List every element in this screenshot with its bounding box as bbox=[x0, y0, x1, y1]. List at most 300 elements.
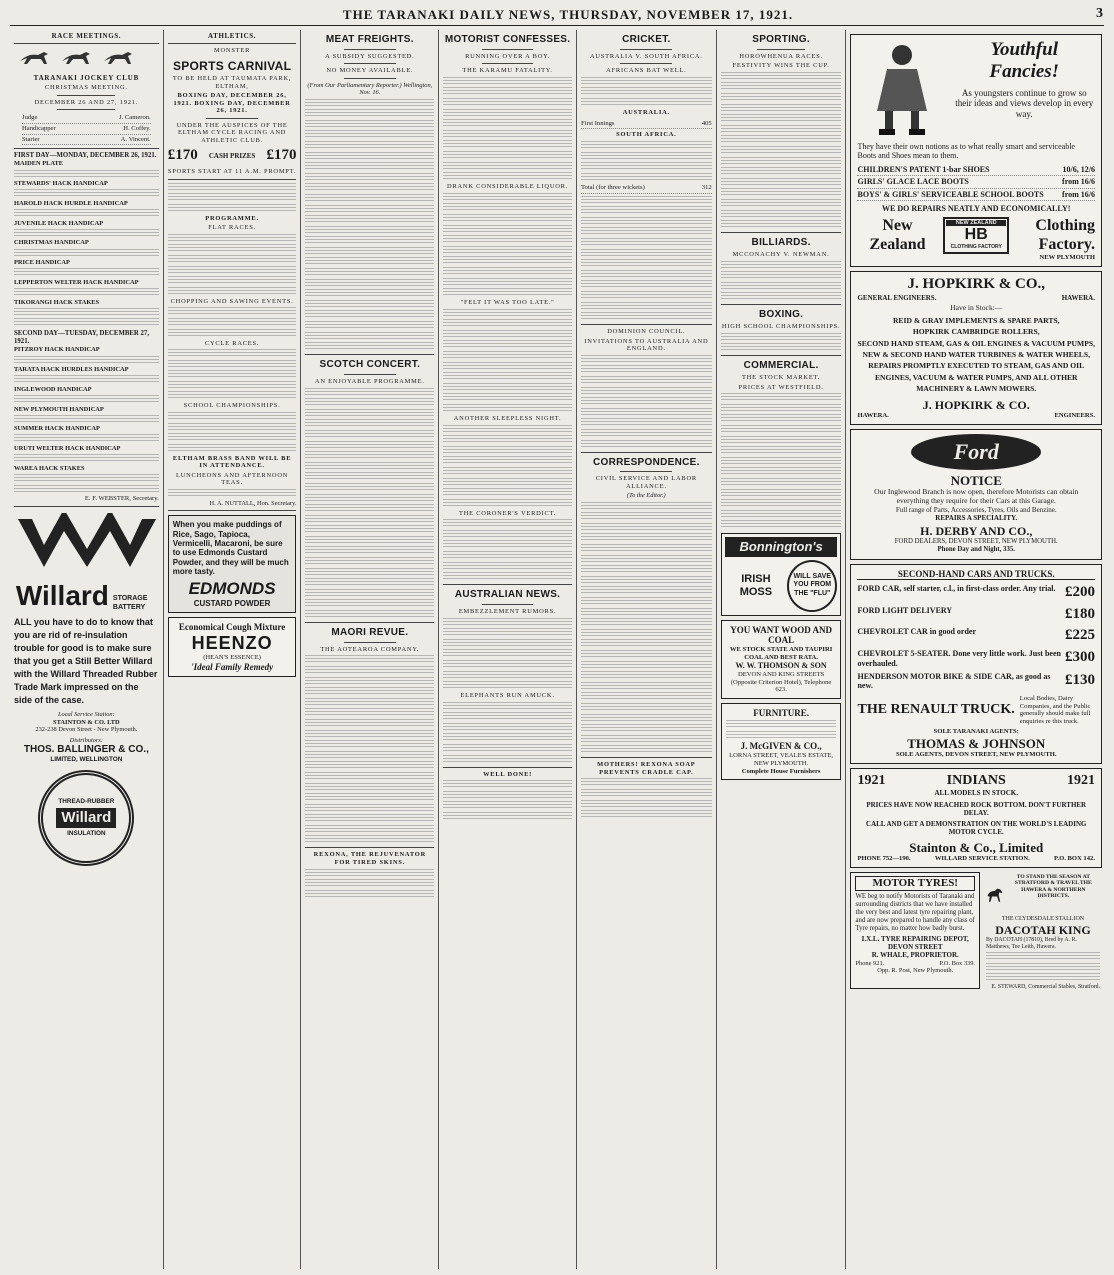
body-text-lines bbox=[443, 723, 572, 732]
indians-advert bbox=[850, 768, 1102, 868]
body-text-lines bbox=[581, 173, 712, 182]
officials-list bbox=[22, 113, 151, 145]
bottom-ads-row bbox=[850, 872, 1102, 993]
body-text-lines bbox=[443, 660, 572, 669]
body-text-lines bbox=[168, 255, 297, 264]
edmonds-copy: When you make puddings of Rice, Sago, Tapioca, Vermicelli, Macaroni, be sure to use Edmonds Custard Powder, and they will be much more tasty. bbox=[172, 520, 289, 577]
car-desc: CHEVROLET CAR in good order bbox=[857, 627, 977, 637]
sports-pre: MONSTER bbox=[214, 47, 251, 55]
body-text-lines bbox=[581, 523, 712, 532]
body-text-lines bbox=[443, 733, 572, 742]
hopkirk-line: HOPKIRK CAMBRIDGE ROLLERS, bbox=[912, 327, 1040, 337]
innings-score: 405 bbox=[701, 119, 712, 127]
body-text-lines bbox=[721, 261, 842, 270]
horse-race-icon bbox=[14, 47, 160, 69]
body-text-lines bbox=[721, 167, 842, 176]
divider bbox=[443, 584, 572, 585]
shoe-price-row bbox=[857, 164, 1095, 176]
body-text-lines bbox=[721, 520, 842, 529]
body-text-lines bbox=[305, 698, 434, 707]
body-text-lines bbox=[14, 474, 159, 483]
coal-address: DEVON AND KING STREETS (Opposite Criterion Hotel), Telephone 623. bbox=[730, 670, 832, 694]
divider bbox=[344, 374, 396, 375]
motorist-subhead: THE CORONER'S VERDICT. bbox=[459, 509, 557, 517]
willard-copy: ALL you have to do to know that you are rid of re-insulation trouble for good is to make sure that you get a Still Better Willard with the Willard Threaded Rubber Trade Mark impressed on the side of the case. bbox=[14, 616, 158, 706]
body-text-lines bbox=[443, 340, 572, 349]
shoe-item: CHILDREN'S PATENT 1-bar SHOES bbox=[857, 164, 990, 174]
body-text-lines bbox=[581, 98, 712, 107]
commercial-subhead: PRICES AT WESTFIELD. bbox=[738, 383, 824, 391]
body-text-lines bbox=[168, 276, 297, 285]
body-text-lines bbox=[721, 199, 842, 208]
car-row bbox=[857, 670, 1095, 693]
meeting-name: CHRISTMAS MEETING. bbox=[44, 84, 128, 92]
body-text-lines bbox=[721, 178, 842, 187]
body-text-lines bbox=[443, 780, 572, 789]
body-text-lines bbox=[305, 183, 434, 192]
edmonds-logotype: EDMONDS bbox=[188, 578, 276, 598]
body-text-lines bbox=[168, 244, 297, 253]
stallion-pedigree: By DACOTAH (17810), Bred by A. R. Matthews, Tee Leith, Hawera. bbox=[986, 936, 1077, 950]
programme-heading: PROGRAMME. bbox=[205, 214, 259, 222]
race-entry bbox=[14, 425, 159, 443]
willard-logotype: Willard bbox=[15, 579, 109, 611]
body-text-lines bbox=[443, 383, 572, 392]
body-text-lines bbox=[305, 751, 434, 760]
hopkirk-footer-town: HAWERA. bbox=[857, 411, 889, 419]
meat-freights-subhead: A SUBSIDY SUGGESTED. bbox=[325, 52, 415, 60]
divider bbox=[57, 95, 115, 96]
body-text-lines bbox=[581, 355, 712, 364]
race-entry bbox=[14, 465, 159, 494]
hb-badge-mid: HB bbox=[964, 226, 988, 244]
body-text-lines bbox=[721, 393, 842, 402]
boxing-heading: BOXING. bbox=[758, 309, 804, 321]
hopkirk-line: REID & GRAY IMPLEMENTS & SPARE PARTS, bbox=[892, 315, 1060, 325]
motorist-subhead: "FELT IT WAS TOO LATE." bbox=[460, 299, 555, 307]
body-text-lines bbox=[305, 279, 434, 288]
ford-body: Our Inglewood Branch is now open, therefore Motorists can obtain everything they require for their Cars at this Garage. bbox=[874, 486, 1079, 505]
body-text-lines bbox=[986, 973, 1100, 982]
divider bbox=[344, 63, 396, 64]
heenzo-tag: 'Ideal Family Remedy bbox=[191, 661, 274, 672]
divider bbox=[344, 49, 396, 50]
shoe-price: 10/6, 12/6 bbox=[1062, 164, 1095, 174]
renault-row bbox=[857, 695, 1095, 726]
race-entry bbox=[14, 346, 159, 364]
billiards-heading: BILLIARDS. bbox=[751, 237, 811, 249]
sports-secretary: H. A. NUTTALL, Hon. Secretary. bbox=[209, 499, 297, 507]
tyres-depot: I.X.L. TYRE REPAIRING DEPOT, bbox=[861, 934, 969, 943]
body-text-lines bbox=[305, 310, 434, 319]
youthful-right-word: Clothing Factory. bbox=[1035, 216, 1095, 253]
body-text-lines bbox=[581, 800, 712, 809]
sports-start: SPORTS START AT 11 A.M. PROMPT. bbox=[167, 168, 297, 176]
tyres-phone: Phone 921. bbox=[855, 959, 885, 967]
body-text-lines bbox=[305, 462, 434, 471]
cricket-article bbox=[581, 77, 712, 107]
body-text-lines bbox=[721, 114, 842, 123]
body-text-lines bbox=[443, 140, 572, 149]
body-text-lines bbox=[305, 578, 434, 587]
body-text-lines bbox=[581, 238, 712, 247]
correspondence-subhead: CIVIL SERVICE AND LABOR ALLIANCE. bbox=[595, 475, 697, 490]
renault-note: Local Bodies, Dairy Companies, and the Public generally should make full enquiries re this truck. bbox=[1019, 694, 1091, 726]
body-text-lines bbox=[581, 735, 712, 744]
masthead-title: THE TARANAKI DAILY NEWS, THURSDAY, NOVEMBER 17, 1921. bbox=[342, 6, 794, 22]
body-text-lines bbox=[305, 152, 434, 161]
body-text-lines bbox=[726, 731, 837, 740]
maori-revue-heading: MAORI REVUE. bbox=[331, 627, 409, 639]
body-text-lines bbox=[168, 318, 297, 327]
body-text-lines bbox=[721, 467, 842, 476]
band-notice: ELTHAM BRASS BAND WILL BE IN ATTENDANCE. bbox=[172, 454, 292, 470]
column-meat-freights bbox=[301, 30, 439, 1269]
body-text-lines bbox=[721, 282, 842, 291]
willard-advert bbox=[14, 513, 159, 866]
body-text-lines bbox=[721, 104, 842, 113]
heenzo-logotype: HEENZO bbox=[191, 632, 273, 653]
body-text-lines bbox=[305, 677, 434, 686]
body-text-lines bbox=[443, 435, 572, 444]
body-text-lines bbox=[305, 419, 434, 428]
body-text-lines bbox=[721, 425, 842, 434]
flat-races-list bbox=[168, 234, 297, 296]
body-text-lines bbox=[305, 708, 434, 717]
body-text-lines bbox=[168, 412, 297, 421]
furniture-address: LORNA STREET, VEALE'S ESTATE, NEW PLYMOUTH. bbox=[729, 752, 834, 767]
youthful-town: NEW PLYMOUTH bbox=[1039, 254, 1095, 262]
body-text-lines bbox=[305, 141, 434, 150]
motorist-article bbox=[443, 519, 572, 581]
race-name: SUMMER HACK HANDICAP bbox=[14, 425, 100, 433]
indians-year: 1921 bbox=[857, 772, 886, 788]
chopping-list bbox=[168, 307, 297, 337]
body-text-lines bbox=[581, 217, 712, 226]
hb-badge bbox=[943, 217, 1009, 254]
body-text-lines bbox=[305, 398, 434, 407]
divider bbox=[206, 118, 258, 119]
furniture-tag: Complete House Furnishers bbox=[741, 767, 821, 775]
page-number: 3 bbox=[1096, 6, 1104, 22]
section-heading: SCHOOL CHAMPIONSHIPS. bbox=[183, 402, 281, 410]
race-entry bbox=[14, 406, 159, 424]
body-text-lines bbox=[305, 130, 434, 139]
body-text-lines bbox=[305, 215, 434, 224]
sports-auspices: UNDER THE AUSPICES OF THE ELTHAM CYCLE RACING AND ATHLETIC CLUB. bbox=[176, 121, 288, 144]
body-text-lines bbox=[305, 814, 434, 823]
total-score: 312 bbox=[701, 184, 712, 192]
tyres-owner: R. WHALE, PROPRIETOR. bbox=[871, 951, 959, 960]
hopkirk-line: NEW & SECOND HAND WATER TURBINES & WATER WHEELS, bbox=[862, 350, 1090, 360]
willard-seal bbox=[38, 770, 134, 866]
body-text-lines bbox=[305, 568, 434, 577]
body-text-lines bbox=[305, 430, 434, 439]
body-text-lines bbox=[443, 702, 572, 711]
body-text-lines bbox=[581, 259, 712, 268]
dominion-council-article bbox=[581, 355, 712, 449]
youthful-top bbox=[857, 39, 1095, 139]
body-text-lines bbox=[443, 519, 572, 528]
body-text-lines bbox=[305, 494, 434, 503]
body-text-lines bbox=[443, 235, 572, 244]
body-text-lines bbox=[721, 220, 842, 229]
bonnington-logotype: Bonnington's bbox=[725, 537, 838, 556]
body-text-lines bbox=[305, 205, 434, 214]
body-text-lines bbox=[443, 351, 572, 360]
race-entry bbox=[14, 160, 159, 178]
body-text-lines bbox=[443, 119, 572, 128]
official-name: J. Cameron. bbox=[119, 114, 151, 122]
youthful-title: Youthful Fancies! bbox=[989, 39, 1060, 83]
body-text-lines bbox=[305, 173, 434, 182]
motorist-subhead: DRANK CONSIDERABLE LIQUOR. bbox=[447, 183, 569, 191]
body-text-lines bbox=[305, 599, 434, 608]
divider bbox=[14, 506, 159, 507]
body-text-lines bbox=[305, 321, 434, 330]
divider bbox=[757, 49, 805, 50]
column-athletics bbox=[164, 30, 302, 1269]
day-two-heading: SECOND DAY—TUESDAY, DECEMBER 27, 1921. bbox=[14, 330, 150, 346]
body-text-lines bbox=[443, 98, 572, 107]
maori-revue-subhead: THE AOTEAROA COMPANY. bbox=[320, 645, 420, 653]
body-text-lines bbox=[305, 793, 434, 802]
body-text-lines bbox=[14, 415, 159, 424]
day-one-races bbox=[14, 160, 159, 327]
willard-dist-town: LIMITED, WELLINGTON bbox=[50, 756, 123, 764]
coal-advert bbox=[721, 620, 842, 699]
edmonds-advert bbox=[168, 515, 297, 613]
column-motorist bbox=[439, 30, 577, 1269]
body-text-lines bbox=[443, 649, 572, 658]
stallion-advert bbox=[984, 872, 1102, 993]
body-text-lines bbox=[443, 214, 572, 223]
body-text-lines bbox=[305, 761, 434, 770]
tyres-box: P.O. Box 339. bbox=[939, 959, 975, 967]
lunch-notice: LUNCHEONS AND AFTERNOON TEAS. bbox=[176, 471, 289, 487]
race-name: HAROLD HACK HURDLE HANDICAP bbox=[14, 199, 128, 207]
body-text-lines bbox=[305, 257, 434, 266]
body-text-lines bbox=[305, 557, 434, 566]
hopkirk-sub: GENERAL ENGINEERS. bbox=[857, 293, 937, 302]
car-row bbox=[857, 582, 1095, 604]
body-text-lines bbox=[305, 869, 434, 878]
official-row bbox=[22, 113, 151, 124]
seal-mid-text: Willard bbox=[56, 808, 116, 828]
shoe-price-row bbox=[857, 189, 1095, 201]
stallion-name: DACOTAH KING bbox=[995, 922, 1091, 937]
body-text-lines bbox=[305, 342, 434, 351]
body-text-lines bbox=[581, 608, 712, 617]
motorist-article bbox=[443, 77, 572, 181]
body-text-lines bbox=[305, 388, 434, 397]
body-text-lines bbox=[581, 270, 712, 279]
body-text-lines bbox=[581, 597, 712, 606]
race-name: LEPPERTON WELTER HACK HANDICAP bbox=[14, 278, 139, 286]
body-text-lines bbox=[721, 82, 842, 91]
kicker-athletics: ATHLETICS. bbox=[208, 32, 257, 40]
motor-tyres-advert bbox=[850, 872, 980, 989]
divider bbox=[482, 604, 534, 605]
bonnington-body bbox=[725, 560, 838, 612]
body-text-lines bbox=[305, 730, 434, 739]
body-text-lines bbox=[168, 193, 297, 202]
race-entry bbox=[14, 259, 159, 277]
body-text-lines bbox=[14, 375, 159, 384]
body-text-lines bbox=[721, 210, 842, 219]
body-text-lines bbox=[581, 387, 712, 396]
correspondence-article bbox=[581, 502, 712, 755]
indians-title: INDIANS bbox=[946, 772, 1006, 788]
race-name: NEW PLYMOUTH HANDICAP bbox=[14, 405, 104, 413]
body-text-lines bbox=[581, 576, 712, 585]
tyres-heading: MOTOR TYRES! bbox=[855, 876, 975, 891]
race-entry bbox=[14, 445, 159, 463]
rexona-soap-article bbox=[581, 778, 712, 819]
horse-icon bbox=[986, 874, 1005, 916]
masthead bbox=[10, 4, 1104, 26]
body-text-lines bbox=[443, 456, 572, 465]
body-text-lines bbox=[581, 714, 712, 723]
indians-sub: ALL MODELS IN STOCK. bbox=[934, 789, 1018, 798]
kicker-race-meetings: RACE MEETINGS. bbox=[51, 32, 122, 40]
body-text-lines bbox=[305, 515, 434, 524]
team-name: AUSTRALIA. bbox=[622, 109, 670, 117]
body-text-lines bbox=[14, 189, 159, 198]
dominion-council-heading: DOMINION COUNCIL. bbox=[607, 328, 686, 336]
body-text-lines bbox=[168, 266, 297, 275]
ford-dealer: H. DERBY AND CO., bbox=[920, 524, 1033, 539]
body-text-lines bbox=[721, 457, 842, 466]
divider bbox=[482, 63, 534, 64]
hopkirk-town: HAWERA. bbox=[1061, 293, 1095, 302]
well-done-article bbox=[443, 780, 572, 821]
body-text-lines bbox=[581, 77, 712, 86]
divider bbox=[721, 232, 842, 233]
body-text-lines bbox=[168, 444, 297, 453]
divider bbox=[168, 510, 297, 511]
furniture-advert bbox=[721, 703, 842, 780]
well-done-heading: WELL DONE! bbox=[483, 770, 533, 778]
hopkirk-subline bbox=[857, 294, 1095, 302]
body-text-lines bbox=[443, 278, 572, 287]
body-text-lines bbox=[443, 393, 572, 402]
section-heading: FLAT RACES. bbox=[208, 224, 256, 232]
body-text-lines bbox=[14, 308, 159, 317]
body-text-lines bbox=[581, 162, 712, 171]
divider bbox=[344, 642, 396, 643]
body-text-lines bbox=[168, 287, 297, 296]
body-text-lines bbox=[443, 404, 572, 413]
body-text-lines bbox=[305, 687, 434, 696]
divider bbox=[620, 49, 672, 50]
body-text-lines bbox=[986, 952, 1100, 961]
body-text-lines bbox=[443, 319, 572, 328]
body-text-lines bbox=[986, 963, 1100, 972]
stallion-copy bbox=[986, 952, 1100, 982]
body-text-lines bbox=[581, 196, 712, 205]
body-text-lines bbox=[581, 291, 712, 300]
shoe-price: from 16/6 bbox=[1062, 189, 1095, 199]
indians-year: 1921 bbox=[1066, 772, 1095, 788]
hopkirk-advert bbox=[850, 271, 1102, 424]
cricket-article bbox=[581, 196, 712, 322]
team-name: SOUTH AFRICA. bbox=[616, 131, 677, 139]
body-text-lines bbox=[581, 533, 712, 542]
body-text-lines bbox=[443, 628, 572, 637]
youthful-heading-block bbox=[953, 39, 1095, 139]
official-name: A. Vincent. bbox=[120, 135, 151, 143]
car-row bbox=[857, 647, 1095, 670]
body-text-lines bbox=[721, 333, 842, 342]
body-text-lines bbox=[721, 489, 842, 498]
hopkirk-footer-name: J. HOPKIRK & CO. bbox=[922, 397, 1030, 412]
divider bbox=[344, 78, 396, 79]
coal-line: WE STOCK STATE AND TAUPIRI COAL AND BEST RATA. bbox=[729, 645, 833, 661]
indians-header bbox=[857, 773, 1095, 790]
body-text-lines bbox=[443, 162, 572, 171]
indians-footer bbox=[857, 855, 1095, 863]
agents-label: SOLE TARANAKI AGENTS: bbox=[933, 727, 1019, 735]
cricket-subhead: AUSTRALIA V. SOUTH AFRICA. bbox=[589, 52, 703, 60]
body-text-lines bbox=[305, 441, 434, 450]
body-text-lines bbox=[305, 300, 434, 309]
race-name: JUVENILE HACK HANDICAP bbox=[14, 219, 104, 227]
motorist-subhead: THE KARAMU FATALITY. bbox=[462, 67, 553, 75]
race-name: INGLEWOOD HANDICAP bbox=[14, 385, 92, 393]
body-text-lines bbox=[581, 724, 712, 733]
body-text-lines bbox=[721, 157, 842, 166]
meat-freights-heading: MEAT FREIGHTS. bbox=[325, 34, 414, 45]
body-text-lines bbox=[581, 302, 712, 311]
divider bbox=[305, 622, 434, 623]
car-price: £225 bbox=[1065, 627, 1095, 644]
hopkirk-line: SECOND HAND STEAM, GAS & OIL ENGINES & VACUUM PUMPS, bbox=[857, 338, 1095, 348]
body-text-lines bbox=[581, 565, 712, 574]
willard-distributor: THOS. BALLINGER & CO., bbox=[23, 744, 149, 756]
official-row bbox=[22, 124, 151, 135]
furniture-copy bbox=[726, 720, 837, 740]
innings-label: First Innings bbox=[580, 119, 615, 127]
secretary-signature: E. F. WEBSTER, Secretary. bbox=[84, 495, 159, 503]
body-text-lines bbox=[305, 194, 434, 203]
divider bbox=[168, 43, 297, 44]
heenzo-advert bbox=[168, 617, 297, 677]
body-text-lines bbox=[581, 365, 712, 374]
body-text-lines bbox=[581, 418, 712, 427]
official-role: Judge bbox=[22, 114, 38, 122]
body-text-lines bbox=[168, 381, 297, 390]
youthful-repairs: WE DO REPAIRS NEATLY AND ECONOMICALLY! bbox=[882, 204, 1071, 214]
ford-repairs: REPAIRS A SPECIALITY. bbox=[935, 514, 1018, 523]
indians-line: PRICES HAVE NOW REACHED ROCK BOTTOM. DON'T FURTHER DELAY. bbox=[866, 800, 1087, 817]
body-text-lines bbox=[443, 372, 572, 381]
motorist-article bbox=[443, 425, 572, 508]
willard-brand bbox=[14, 579, 159, 612]
indians-station: WILLARD SERVICE STATION. bbox=[934, 854, 1030, 862]
divider bbox=[168, 179, 297, 180]
motorist-subhead: RUNNING OVER A BOY. bbox=[465, 52, 551, 60]
divider bbox=[620, 63, 672, 64]
race-name: URUTI WELTER HACK HANDICAP bbox=[14, 445, 121, 453]
official-row bbox=[22, 135, 151, 146]
body-text-lines bbox=[581, 778, 712, 787]
race-entry bbox=[14, 220, 159, 238]
body-text-lines bbox=[305, 289, 434, 298]
stallion-breed: THE CLYDESDALE STALLION bbox=[1001, 915, 1085, 922]
body-text-lines bbox=[443, 744, 572, 753]
divider bbox=[620, 471, 672, 472]
